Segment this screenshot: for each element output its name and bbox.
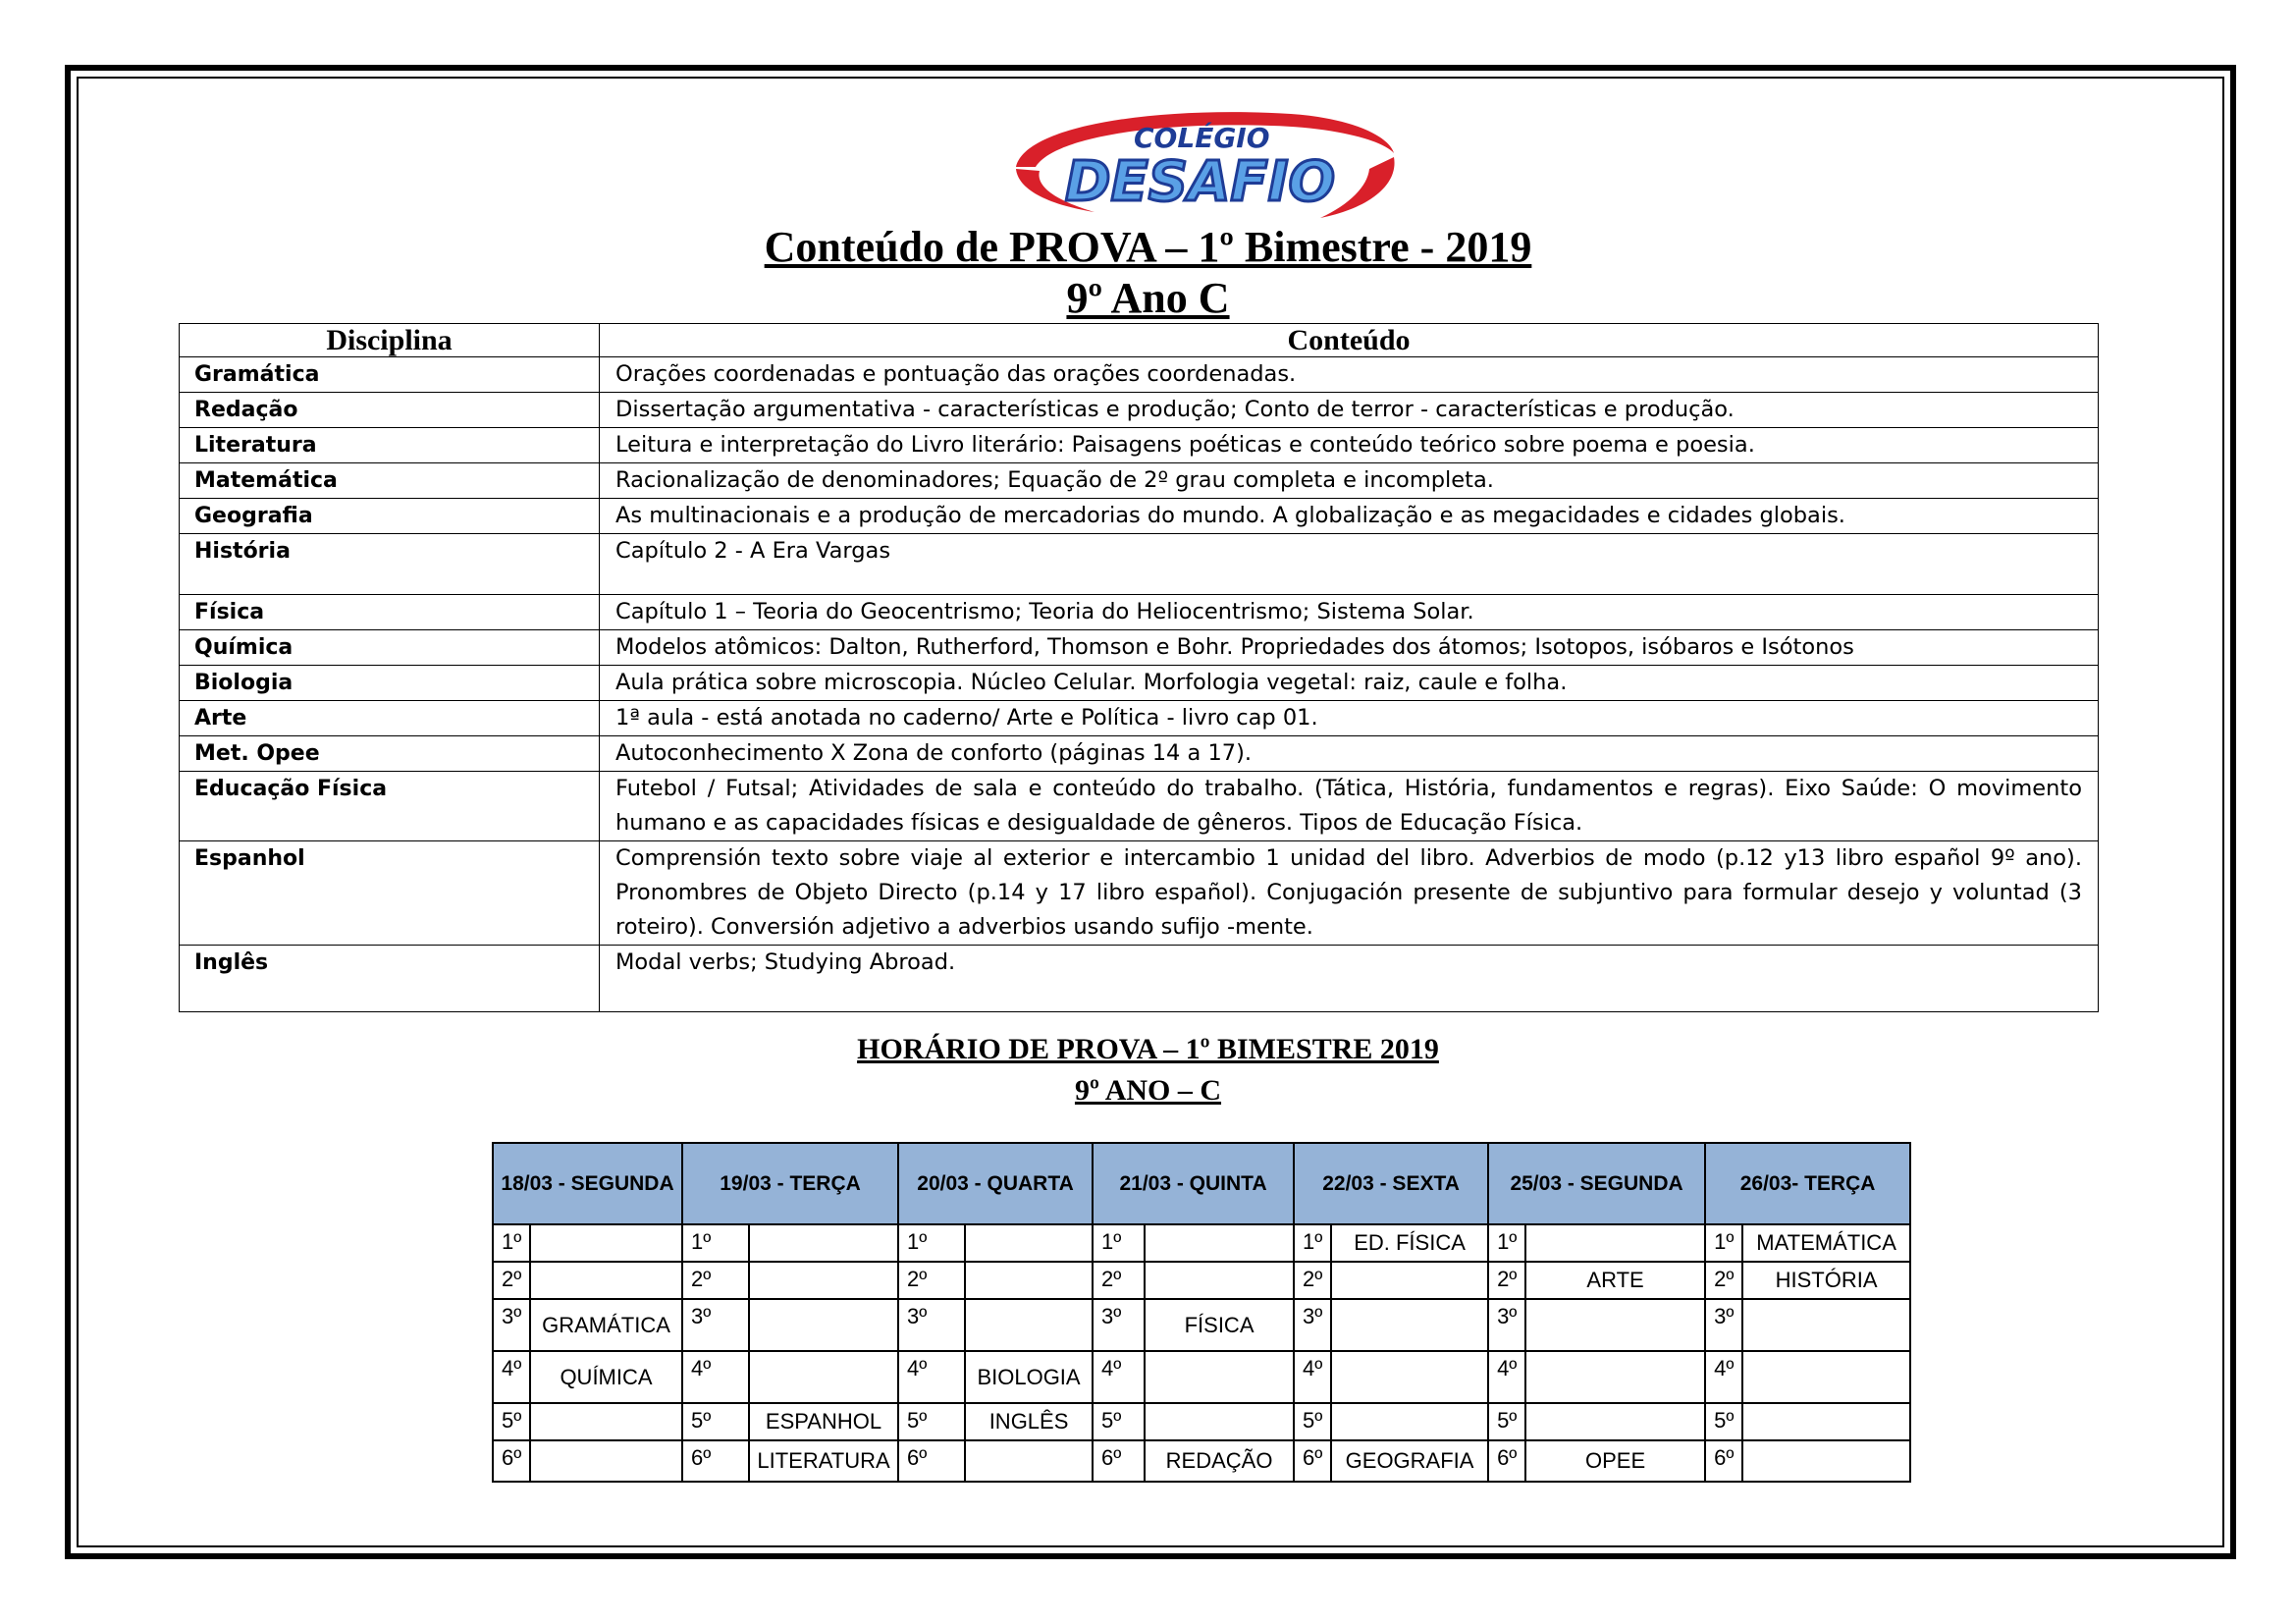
period-number: 5º xyxy=(898,1403,965,1440)
period-number: 4º xyxy=(1488,1351,1525,1403)
schedule-row xyxy=(493,1440,1910,1482)
schedule-day-header: 20/03 - QUARTA xyxy=(898,1143,1093,1224)
exam-subject xyxy=(1525,1351,1705,1403)
subject-row xyxy=(180,428,2099,463)
period-number: 1º xyxy=(898,1224,965,1262)
exam-subject: ED. FÍSICA xyxy=(1331,1224,1488,1262)
exam-subject xyxy=(965,1299,1093,1351)
period-number: 4º xyxy=(898,1351,965,1403)
exam-subject xyxy=(530,1403,682,1440)
subject-name: Redação xyxy=(180,393,600,428)
subject-name: Educação Física xyxy=(180,772,600,841)
period-number: 3º xyxy=(682,1299,749,1351)
period-number: 5º xyxy=(493,1403,530,1440)
exam-subject xyxy=(530,1262,682,1299)
subject-content: 1ª aula - está anotada no caderno/ Arte e Política - livro cap 01. xyxy=(600,701,2099,736)
subject-name: Física xyxy=(180,595,600,630)
period-number: 4º xyxy=(682,1351,749,1403)
period-number: 3º xyxy=(493,1299,530,1351)
exam-subject: REDAÇÃO xyxy=(1145,1440,1294,1482)
subject-row xyxy=(180,393,2099,428)
exam-subject xyxy=(1742,1299,1910,1351)
period-number: 4º xyxy=(1294,1351,1331,1403)
exam-subject: HISTÓRIA xyxy=(1742,1262,1910,1299)
exam-subject xyxy=(1145,1262,1294,1299)
subject-row xyxy=(180,772,2099,841)
schedule-row xyxy=(493,1299,1910,1351)
content-header: Conteúdo xyxy=(600,324,2099,357)
period-number: 6º xyxy=(898,1440,965,1482)
exam-subject xyxy=(1331,1262,1488,1299)
subject-name: Gramática xyxy=(180,357,600,393)
schedule-row xyxy=(493,1351,1910,1403)
subject-name: Literatura xyxy=(180,428,600,463)
period-number: 6º xyxy=(682,1440,749,1482)
exam-subject: ESPANHOL xyxy=(749,1403,898,1440)
exam-subject xyxy=(749,1351,898,1403)
period-number: 5º xyxy=(1093,1403,1145,1440)
subject-name: Química xyxy=(180,630,600,666)
schedule-class: 9º ANO – C xyxy=(1074,1074,1222,1107)
exam-subject: GEOGRAFIA xyxy=(1331,1440,1488,1482)
subject-content: Orações coordenadas e pontuação das orações coordenadas. xyxy=(600,357,2099,393)
subject-content: Comprensión texto sobre viaje al exterior e intercambio 1 unidad del libro. Adverbios de modo (p.12 y13 libro español 9º ano). Pronombres de Objeto Directo (p.14 y 17 libro español). Conjugación presente de subjuntivo para formular desejo y voluntad (3 roteiro). Conversión adjetivo a adverbios usando sufijo -mente. xyxy=(600,841,2099,946)
period-number: 2º xyxy=(1093,1262,1145,1299)
period-number: 1º xyxy=(1093,1224,1145,1262)
content-table-header xyxy=(180,324,2099,357)
schedule-day-header: 22/03 - SEXTA xyxy=(1294,1143,1488,1224)
subject-name: Espanhol xyxy=(180,841,600,946)
exam-subject xyxy=(1331,1299,1488,1351)
exam-subject xyxy=(965,1262,1093,1299)
exam-subject: INGLÊS xyxy=(965,1403,1093,1440)
schedule-day-header: 18/03 - SEGUNDA xyxy=(493,1143,682,1224)
exam-subject xyxy=(749,1262,898,1299)
exam-subject xyxy=(1145,1351,1294,1403)
period-number: 1º xyxy=(493,1224,530,1262)
period-number: 2º xyxy=(898,1262,965,1299)
period-number: 3º xyxy=(1093,1299,1145,1351)
exam-subject xyxy=(1145,1224,1294,1262)
exam-subject xyxy=(1331,1351,1488,1403)
subject-row xyxy=(180,534,2099,595)
exam-subject: MATEMÁTICA xyxy=(1742,1224,1910,1262)
period-number: 2º xyxy=(1294,1262,1331,1299)
period-number: 6º xyxy=(1093,1440,1145,1482)
subject-content: Leitura e interpretação do Livro literário: Paisagens poéticas e conteúdo teórico sobre poema e poesia. xyxy=(600,428,2099,463)
subject-content: Capítulo 2 - A Era Vargas xyxy=(600,534,2099,595)
exam-subject xyxy=(749,1299,898,1351)
period-number: 5º xyxy=(1705,1403,1742,1440)
content-table xyxy=(179,323,2099,1012)
subject-content: Autoconhecimento X Zona de conforto (páginas 14 a 17). xyxy=(600,736,2099,772)
period-number: 4º xyxy=(1093,1351,1145,1403)
exam-subject xyxy=(749,1224,898,1262)
period-number: 3º xyxy=(898,1299,965,1351)
exam-subject: QUÍMICA xyxy=(530,1351,682,1403)
subject-name: Geografia xyxy=(180,499,600,534)
subject-name: Met. Opee xyxy=(180,736,600,772)
period-number: 1º xyxy=(1294,1224,1331,1262)
subject-name: História xyxy=(180,534,600,595)
subject-row xyxy=(180,357,2099,393)
period-number: 2º xyxy=(682,1262,749,1299)
schedule-day-header: 19/03 - TERÇA xyxy=(682,1143,898,1224)
exam-subject xyxy=(530,1440,682,1482)
schedule-row xyxy=(493,1262,1910,1299)
period-number: 5º xyxy=(682,1403,749,1440)
period-number: 2º xyxy=(493,1262,530,1299)
exam-subject: GRAMÁTICA xyxy=(530,1299,682,1351)
period-number: 2º xyxy=(1705,1262,1742,1299)
exam-subject xyxy=(1525,1224,1705,1262)
period-number: 1º xyxy=(1488,1224,1525,1262)
subject-row xyxy=(180,736,2099,772)
exam-subject: OPEE xyxy=(1525,1440,1705,1482)
subject-row xyxy=(180,701,2099,736)
school-logo xyxy=(996,106,1409,224)
period-number: 4º xyxy=(493,1351,530,1403)
schedule-day-header: 26/03- TERÇA xyxy=(1705,1143,1910,1224)
subject-row xyxy=(180,595,2099,630)
period-number: 6º xyxy=(493,1440,530,1482)
subject-content: Dissertação argumentativa - características e produção; Conto de terror - características e produção. xyxy=(600,393,2099,428)
exam-subject: BIOLOGIA xyxy=(965,1351,1093,1403)
period-number: 4º xyxy=(1705,1351,1742,1403)
period-number: 2º xyxy=(1488,1262,1525,1299)
exam-subject xyxy=(965,1440,1093,1482)
exam-subject xyxy=(1525,1403,1705,1440)
exam-subject xyxy=(530,1224,682,1262)
schedule-day-header: 21/03 - QUINTA xyxy=(1093,1143,1294,1224)
exam-subject: LITERATURA xyxy=(749,1440,898,1482)
exam-subject: ARTE xyxy=(1525,1262,1705,1299)
subject-content: Aula prática sobre microscopia. Núcleo Celular. Morfologia vegetal: raiz, caule e folha. xyxy=(600,666,2099,701)
period-number: 1º xyxy=(1705,1224,1742,1262)
subject-row xyxy=(180,946,2099,1012)
exam-subject xyxy=(1742,1351,1910,1403)
class-title: 9º Ano C xyxy=(1066,274,1230,322)
exam-subject xyxy=(1742,1440,1910,1482)
subject-content: Capítulo 1 – Teoria do Geocentrismo; Teoria do Heliocentrismo; Sistema Solar. xyxy=(600,595,2099,630)
schedule-row xyxy=(493,1403,1910,1440)
period-number: 6º xyxy=(1705,1440,1742,1482)
subject-row xyxy=(180,666,2099,701)
discipline-header: Disciplina xyxy=(180,324,600,357)
exam-subject xyxy=(965,1224,1093,1262)
period-number: 6º xyxy=(1488,1440,1525,1482)
subject-content: As multinacionais e a produção de mercadorias do mundo. A globalização e as megacidades e cidades globais. xyxy=(600,499,2099,534)
subject-content: Racionalização de denominadores; Equação de 2º grau completa e incompleta. xyxy=(600,463,2099,499)
period-number: 3º xyxy=(1705,1299,1742,1351)
exam-subject xyxy=(1742,1403,1910,1440)
period-number: 3º xyxy=(1488,1299,1525,1351)
page-title: Conteúdo de PROVA – 1º Bimestre - 2019 xyxy=(764,223,1532,271)
exam-subject: FÍSICA xyxy=(1145,1299,1294,1351)
subject-name: Arte xyxy=(180,701,600,736)
subject-name: Matemática xyxy=(180,463,600,499)
exam-subject xyxy=(1525,1299,1705,1351)
exam-subject xyxy=(1145,1403,1294,1440)
schedule-day-header: 25/03 - SEGUNDA xyxy=(1488,1143,1705,1224)
subject-row xyxy=(180,841,2099,946)
logo-line1: COLÉGIO xyxy=(1134,122,1270,154)
subject-row xyxy=(180,463,2099,499)
schedule-title: HORÁRIO DE PROVA – 1º BIMESTRE 2019 xyxy=(857,1033,1439,1065)
period-number: 6º xyxy=(1294,1440,1331,1482)
subject-content: Modal verbs; Studying Abroad. xyxy=(600,946,2099,1012)
exam-subject xyxy=(1331,1403,1488,1440)
schedule-row xyxy=(493,1224,1910,1262)
period-number: 5º xyxy=(1488,1403,1525,1440)
subject-name: Inglês xyxy=(180,946,600,1012)
period-number: 5º xyxy=(1294,1403,1331,1440)
subject-row xyxy=(180,630,2099,666)
subject-name: Biologia xyxy=(180,666,600,701)
schedule-header-row xyxy=(493,1143,1910,1224)
schedule-table xyxy=(492,1142,1911,1483)
period-number: 3º xyxy=(1294,1299,1331,1351)
subject-content: Modelos atômicos: Dalton, Rutherford, Thomson e Bohr. Propriedades dos átomos; Isotopos, isóbaros e Isótonos xyxy=(600,630,2099,666)
period-number: 1º xyxy=(682,1224,749,1262)
logo-line2: DESAFIO xyxy=(1065,150,1336,214)
subject-content: Futebol / Futsal; Atividades de sala e conteúdo do trabalho. (Tática, História, fundamentos e regras). Eixo Saúde: O movimento humano e as capacidades físicas e desigualdade de gêneros. Tipos de Educação Física. xyxy=(600,772,2099,841)
subject-row xyxy=(180,499,2099,534)
